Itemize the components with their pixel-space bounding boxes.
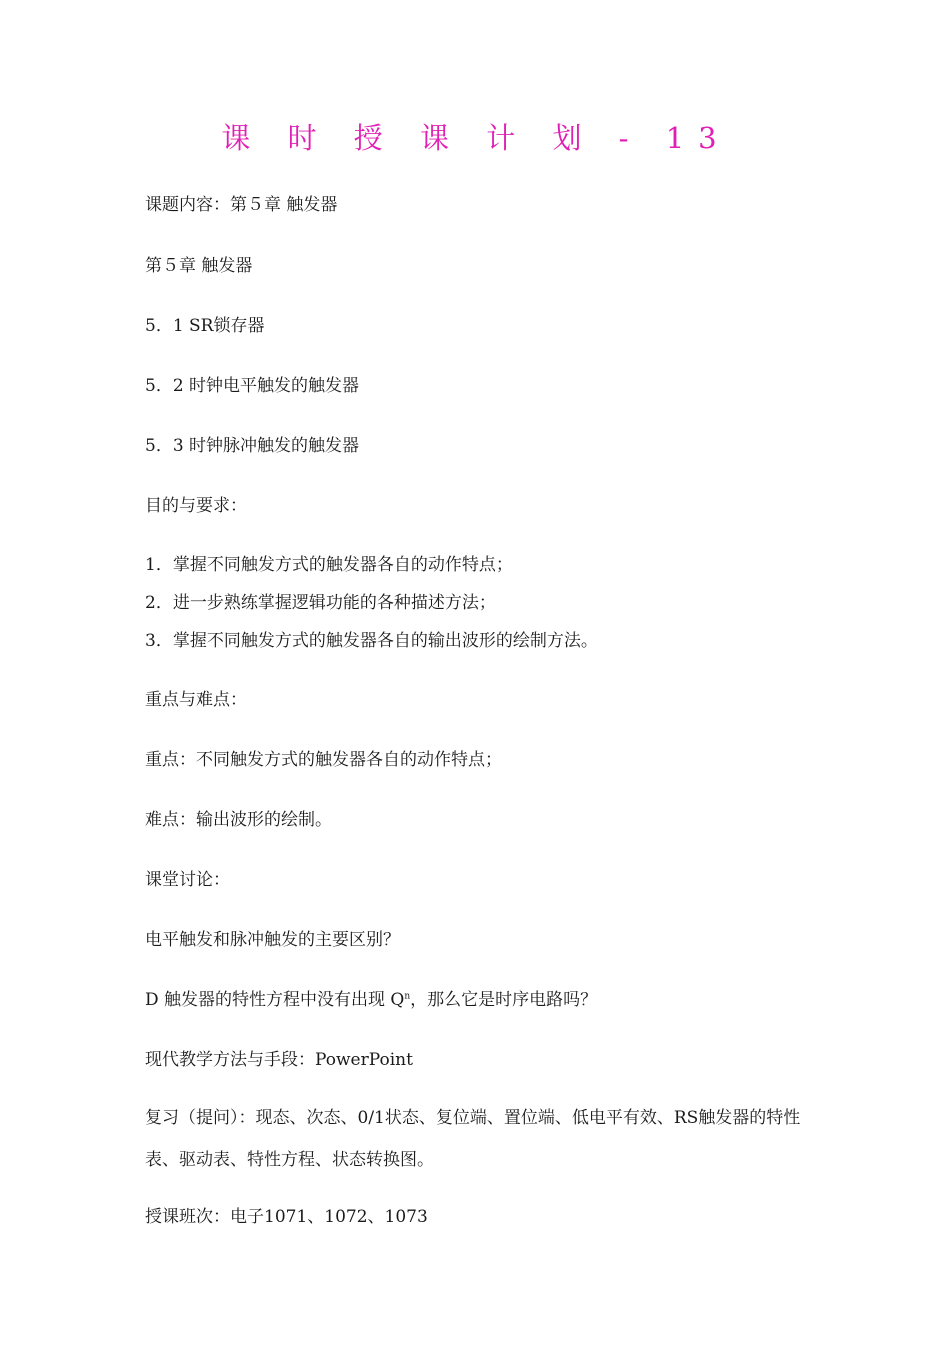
difficult-point-line: 难点：输出波形的绘制。 xyxy=(145,810,332,830)
goal-item: 2．进一步熟练掌握逻辑功能的各种描述方法； xyxy=(145,593,496,613)
question-text: ，那么它是时序电路吗？ xyxy=(410,990,598,1010)
key-points-heading: 重点与难点： xyxy=(145,690,247,710)
superscript-n: n xyxy=(404,991,411,1002)
section-item: 5．2 时钟电平触发的触发器 xyxy=(145,376,360,396)
review-paragraph: 复习（提问）：现态、次态、0/1状态、复位端、置位端、低电平有效、RS触发器的特性表、驱动表、特性方程、状态转换图。 xyxy=(145,1108,801,1170)
discussion-question xyxy=(145,988,597,1012)
goal-item: 1．掌握不同触发方式的触发器各自的动作特点； xyxy=(145,555,513,575)
topic-line: 课题内容：第５章 触发器 xyxy=(145,195,338,215)
goals-heading: 目的与要求： xyxy=(145,496,247,516)
discussion-question: 电平触发和脉冲触发的主要区别？ xyxy=(145,930,400,950)
question-text: D 触发器的特性方程中没有出现 Q xyxy=(145,990,405,1010)
document-title: 课 时 授 课 计 划 - 13 xyxy=(221,121,731,155)
section-item: 5．1 SR锁存器 xyxy=(145,316,265,336)
goal-item: 3．掌握不同触发方式的触发器各自的输出波形的绘制方法。 xyxy=(145,631,598,651)
section-item: 5．3 时钟脉冲触发的触发器 xyxy=(145,436,360,456)
discussion-heading: 课堂讨论： xyxy=(145,870,230,890)
key-point-line: 重点：不同触发方式的触发器各自的动作特点； xyxy=(145,750,502,770)
classes-line: 授课班次：电子1071、1072、1073 xyxy=(145,1207,428,1227)
chapter-heading: 第５章 触发器 xyxy=(145,256,253,276)
teaching-methods-line: 现代教学方法与手段：PowerPoint xyxy=(145,1050,413,1070)
